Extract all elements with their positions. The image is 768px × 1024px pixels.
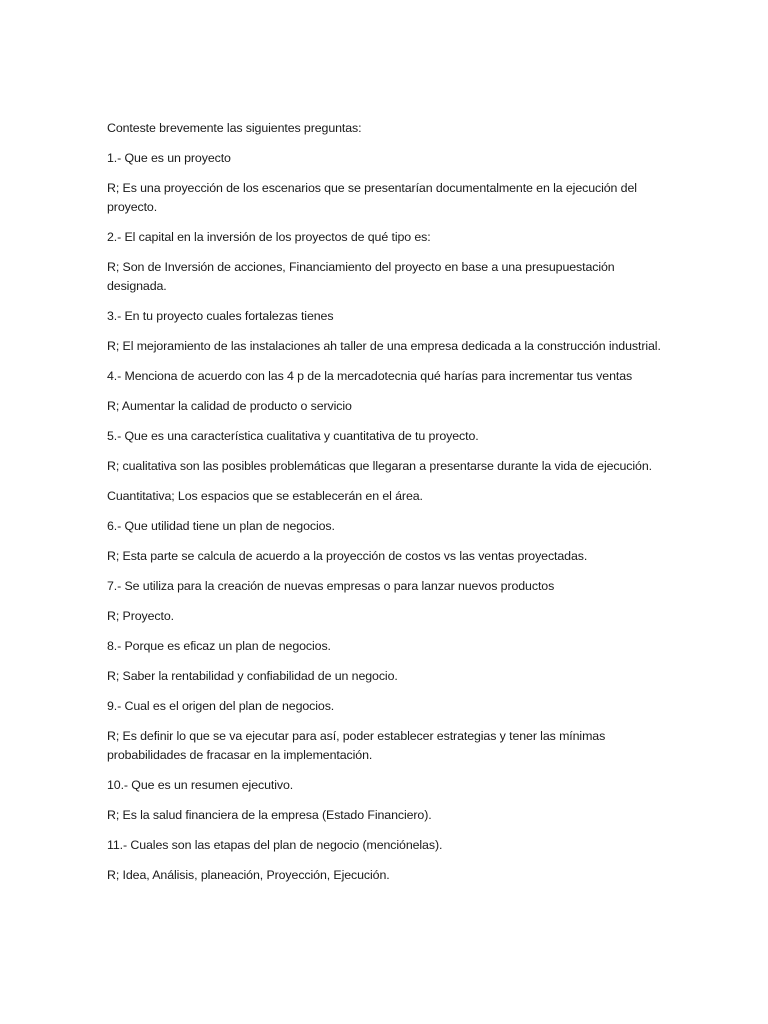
answer-5-quantitative: Cuantitativa; Los espacios que se establecerán en el área. — [107, 489, 423, 503]
answer-1: R; Es una proyección de los escenarios que se presentarían documentalmente en la ejecución del proyecto. — [107, 181, 637, 214]
question-3: 3.- En tu proyecto cuales fortalezas tienes — [107, 309, 334, 323]
question-7: 7.- Se utiliza para la creación de nuevas empresas o para lanzar nuevos productos — [107, 579, 555, 593]
answer-7: R; Proyecto. — [107, 609, 174, 623]
intro-instruction: Conteste brevemente las siguientes preguntas: — [107, 121, 362, 135]
question-4: 4.- Menciona de acuerdo con las 4 p de la mercadotecnia qué harías para incrementar tus ventas — [107, 369, 633, 383]
answer-8: R; Saber la rentabilidad y confiabilidad de un negocio. — [107, 669, 398, 683]
question-6: 6.- Que utilidad tiene un plan de negocios. — [107, 519, 335, 533]
answer-5-qualitative: R; cualitativa son las posibles problemáticas que llegaran a presentarse durante la vida de ejecución. — [107, 459, 652, 473]
document-body — [107, 119, 667, 896]
answer-10: R; Es la salud financiera de la empresa (Estado Financiero). — [107, 808, 432, 822]
answer-3: R; El mejoramiento de las instalaciones ah taller de una empresa dedicada a la construcción industrial. — [107, 339, 661, 353]
question-10: 10.- Que es un resumen ejecutivo. — [107, 778, 294, 792]
question-1: 1.- Que es un proyecto — [107, 151, 231, 165]
answer-2: R; Son de Inversión de acciones, Financiamiento del proyecto en base a una presupuestación designada. — [107, 260, 615, 293]
question-5: 5.- Que es una característica cualitativa y cuantitativa de tu proyecto. — [107, 429, 479, 443]
question-11: 11.- Cuales son las etapas del plan de negocio (menciónelas). — [107, 838, 443, 852]
answer-4: R; Aumentar la calidad de producto o servicio — [107, 399, 352, 413]
answer-6: R; Esta parte se calcula de acuerdo a la proyección de costos vs las ventas proyectadas. — [107, 549, 588, 563]
question-9: 9.- Cual es el origen del plan de negocios. — [107, 699, 335, 713]
answer-9: R; Es definir lo que se va ejecutar para así, poder establecer estrategias y tener las mínimas probabilidades de fracasar en la implementación. — [107, 729, 606, 762]
question-2: 2.- El capital en la inversión de los proyectos de qué tipo es: — [107, 230, 431, 244]
question-8: 8.- Porque es eficaz un plan de negocios. — [107, 639, 331, 653]
answer-11: R; Idea, Análisis, planeación, Proyección, Ejecución. — [107, 868, 390, 882]
